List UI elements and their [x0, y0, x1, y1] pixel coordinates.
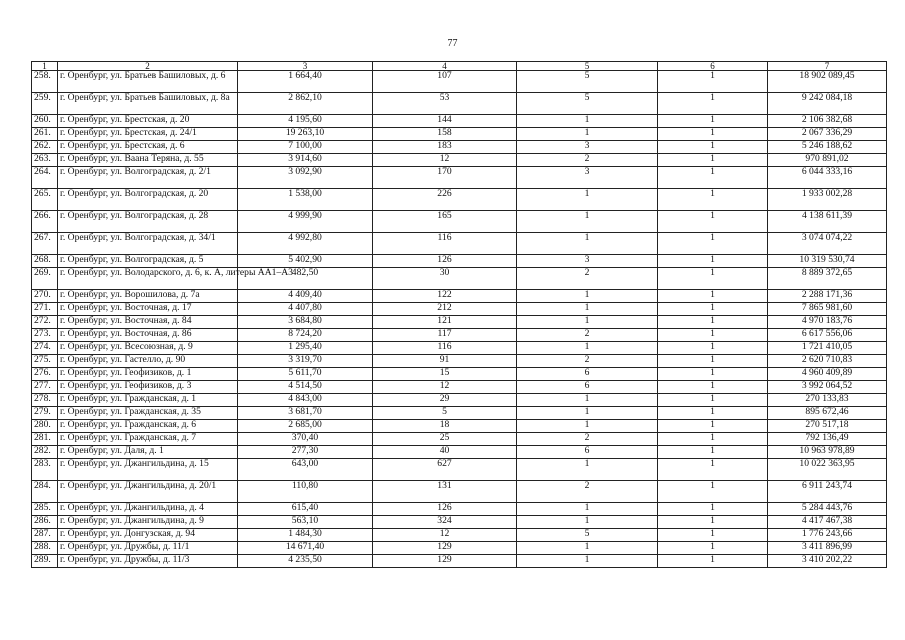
count-cell: 12 — [373, 529, 517, 542]
amount-cell: 4 970 183,76 — [768, 316, 887, 329]
address-cell: г. Оренбург, ул. Даля, д. 1 — [58, 446, 238, 459]
area-cell: 2 862,10 — [238, 93, 373, 115]
type-cell: 1 — [517, 503, 658, 516]
row-number: 262. — [32, 141, 58, 154]
column-header: 2 — [58, 62, 238, 71]
flag-cell: 1 — [658, 290, 768, 303]
amount-cell: 6 911 243,74 — [768, 481, 887, 503]
area-cell: 1 484,30 — [238, 529, 373, 542]
count-cell: 15 — [373, 368, 517, 381]
row-number: 281. — [32, 433, 58, 446]
count-cell: 226 — [373, 189, 517, 211]
type-cell: 5 — [517, 71, 658, 93]
flag-cell: 1 — [658, 459, 768, 481]
flag-cell: 1 — [658, 381, 768, 394]
count-cell: 18 — [373, 420, 517, 433]
row-number: 279. — [32, 407, 58, 420]
table-row — [32, 167, 887, 189]
column-header: 4 — [373, 62, 517, 71]
table-row — [32, 268, 887, 290]
amount-cell: 2 288 171,36 — [768, 290, 887, 303]
row-number: 261. — [32, 128, 58, 141]
type-cell: 2 — [517, 154, 658, 167]
count-cell: 25 — [373, 433, 517, 446]
area-cell: 370,40 — [238, 433, 373, 446]
table-row — [32, 71, 887, 93]
address-cell: г. Оренбург, ул. Гастелло, д. 90 — [58, 355, 238, 368]
type-cell: 1 — [517, 128, 658, 141]
table-row — [32, 189, 887, 211]
area-cell: 110,80 — [238, 481, 373, 503]
area-cell: 5 402,90 — [238, 255, 373, 268]
flag-cell: 1 — [658, 189, 768, 211]
column-header: 6 — [658, 62, 768, 71]
flag-cell: 1 — [658, 154, 768, 167]
area-cell: 1 664,40 — [238, 71, 373, 93]
row-number: 285. — [32, 503, 58, 516]
flag-cell: 1 — [658, 329, 768, 342]
address-cell: г. Оренбург, ул. Волгоградская, д. 2/1 — [58, 167, 238, 189]
count-cell: 144 — [373, 115, 517, 128]
count-cell: 30 — [373, 268, 517, 290]
area-cell: 2 685,00 — [238, 420, 373, 433]
type-cell: 1 — [517, 459, 658, 481]
count-cell: 627 — [373, 459, 517, 481]
flag-cell: 1 — [658, 303, 768, 316]
area-cell: 4 992,80 — [238, 233, 373, 255]
housing-table — [31, 61, 887, 568]
flag-cell: 1 — [658, 516, 768, 529]
address-cell: г. Оренбург, ул. Братьев Башиловых, д. 8а — [58, 93, 238, 115]
address-cell: г. Оренбург, ул. Брестская, д. 24/1 — [58, 128, 238, 141]
table-row — [32, 446, 887, 459]
type-cell: 1 — [517, 316, 658, 329]
type-cell: 2 — [517, 433, 658, 446]
flag-cell: 1 — [658, 141, 768, 154]
amount-cell: 895 672,46 — [768, 407, 887, 420]
row-number: 265. — [32, 189, 58, 211]
flag-cell: 1 — [658, 542, 768, 555]
column-header: 3 — [238, 62, 373, 71]
type-cell: 2 — [517, 481, 658, 503]
address-cell: г. Оренбург, ул. Джангильдина, д. 4 — [58, 503, 238, 516]
address-cell: г. Оренбург, ул. Ваана Теряна, д. 55 — [58, 154, 238, 167]
table-row — [32, 255, 887, 268]
table-row — [32, 355, 887, 368]
table-row — [32, 303, 887, 316]
flag-cell: 1 — [658, 342, 768, 355]
area-cell: 482,50 — [238, 268, 373, 290]
amount-cell: 4 138 611,39 — [768, 211, 887, 233]
count-cell: 116 — [373, 233, 517, 255]
type-cell: 5 — [517, 93, 658, 115]
count-cell: 126 — [373, 503, 517, 516]
flag-cell: 1 — [658, 93, 768, 115]
amount-cell: 10 963 978,89 — [768, 446, 887, 459]
flag-cell: 1 — [658, 503, 768, 516]
row-number: 270. — [32, 290, 58, 303]
flag-cell: 1 — [658, 368, 768, 381]
type-cell: 2 — [517, 268, 658, 290]
address-cell: г. Оренбург, ул. Гражданская, д. 6 — [58, 420, 238, 433]
area-cell: 277,30 — [238, 446, 373, 459]
amount-cell: 4 960 409,89 — [768, 368, 887, 381]
address-cell: г. Оренбург, ул. Володарского, д. 6, к. А, литеры АА1–А3 — [58, 268, 238, 290]
type-cell: 2 — [517, 355, 658, 368]
area-cell: 3 684,80 — [238, 316, 373, 329]
count-cell: 40 — [373, 446, 517, 459]
count-cell: 12 — [373, 381, 517, 394]
area-cell: 4 409,40 — [238, 290, 373, 303]
table-row — [32, 516, 887, 529]
area-cell: 3 914,60 — [238, 154, 373, 167]
row-number: 289. — [32, 555, 58, 568]
column-header: 1 — [32, 62, 58, 71]
column-header: 5 — [517, 62, 658, 71]
area-cell: 4 514,50 — [238, 381, 373, 394]
area-cell: 563,10 — [238, 516, 373, 529]
amount-cell: 3 411 896,99 — [768, 542, 887, 555]
address-cell: г. Оренбург, ул. Восточная, д. 84 — [58, 316, 238, 329]
flag-cell: 1 — [658, 355, 768, 368]
area-cell: 4 407,80 — [238, 303, 373, 316]
table-row — [32, 329, 887, 342]
table-row — [32, 211, 887, 233]
address-cell: г. Оренбург, ул. Джангильдина, д. 9 — [58, 516, 238, 529]
table-row — [32, 128, 887, 141]
count-cell: 29 — [373, 394, 517, 407]
amount-cell: 8 889 372,65 — [768, 268, 887, 290]
count-cell: 5 — [373, 407, 517, 420]
table-row — [32, 368, 887, 381]
count-cell: 165 — [373, 211, 517, 233]
table-row — [32, 141, 887, 154]
type-cell: 1 — [517, 303, 658, 316]
type-cell: 1 — [517, 516, 658, 529]
row-number: 275. — [32, 355, 58, 368]
area-cell: 3 319,70 — [238, 355, 373, 368]
type-cell: 1 — [517, 233, 658, 255]
flag-cell: 1 — [658, 433, 768, 446]
row-number: 266. — [32, 211, 58, 233]
area-cell: 5 611,70 — [238, 368, 373, 381]
amount-cell: 1 721 410,05 — [768, 342, 887, 355]
type-cell: 1 — [517, 290, 658, 303]
row-number: 277. — [32, 381, 58, 394]
address-cell: г. Оренбург, ул. Дружбы, д. 11/1 — [58, 542, 238, 555]
area-cell: 8 724,20 — [238, 329, 373, 342]
area-cell: 3 681,70 — [238, 407, 373, 420]
amount-cell: 2 067 336,29 — [768, 128, 887, 141]
flag-cell: 1 — [658, 167, 768, 189]
amount-cell: 1 776 243,66 — [768, 529, 887, 542]
count-cell: 116 — [373, 342, 517, 355]
flag-cell: 1 — [658, 394, 768, 407]
count-cell: 107 — [373, 71, 517, 93]
count-cell: 158 — [373, 128, 517, 141]
type-cell: 1 — [517, 555, 658, 568]
type-cell: 1 — [517, 211, 658, 233]
count-cell: 122 — [373, 290, 517, 303]
row-number: 272. — [32, 316, 58, 329]
count-cell: 126 — [373, 255, 517, 268]
address-cell: г. Оренбург, ул. Всесоюзная, д. 9 — [58, 342, 238, 355]
type-cell: 1 — [517, 189, 658, 211]
address-cell: г. Оренбург, ул. Волгоградская, д. 20 — [58, 189, 238, 211]
address-cell: г. Оренбург, ул. Восточная, д. 17 — [58, 303, 238, 316]
table-row — [32, 381, 887, 394]
table-row — [32, 529, 887, 542]
type-cell: 1 — [517, 342, 658, 355]
address-cell: г. Оренбург, ул. Ворошилова, д. 7а — [58, 290, 238, 303]
area-cell: 3 092,90 — [238, 167, 373, 189]
row-number: 271. — [32, 303, 58, 316]
address-cell: г. Оренбург, ул. Братьев Башиловых, д. 6 — [58, 71, 238, 93]
address-cell: г. Оренбург, ул. Волгоградская, д. 5 — [58, 255, 238, 268]
area-cell: 4 843,00 — [238, 394, 373, 407]
column-header: 7 — [768, 62, 887, 71]
address-cell: г. Оренбург, ул. Гражданская, д. 7 — [58, 433, 238, 446]
type-cell: 5 — [517, 529, 658, 542]
count-cell: 324 — [373, 516, 517, 529]
count-cell: 170 — [373, 167, 517, 189]
table-row — [32, 342, 887, 355]
row-number: 258. — [32, 71, 58, 93]
address-cell: г. Оренбург, ул. Гражданская, д. 1 — [58, 394, 238, 407]
amount-cell: 270 133,83 — [768, 394, 887, 407]
area-cell: 4 235,50 — [238, 555, 373, 568]
row-number: 278. — [32, 394, 58, 407]
count-cell: 131 — [373, 481, 517, 503]
count-cell: 212 — [373, 303, 517, 316]
area-cell: 1 538,00 — [238, 189, 373, 211]
amount-cell: 6 617 556,06 — [768, 329, 887, 342]
row-number: 259. — [32, 93, 58, 115]
flag-cell: 1 — [658, 255, 768, 268]
address-cell: г. Оренбург, ул. Геофизиков, д. 3 — [58, 381, 238, 394]
address-cell: г. Оренбург, ул. Геофизиков, д. 1 — [58, 368, 238, 381]
amount-cell: 9 242 084,18 — [768, 93, 887, 115]
row-number: 273. — [32, 329, 58, 342]
type-cell: 2 — [517, 329, 658, 342]
flag-cell: 1 — [658, 128, 768, 141]
row-number: 287. — [32, 529, 58, 542]
amount-cell: 792 136,49 — [768, 433, 887, 446]
amount-cell: 3 410 202,22 — [768, 555, 887, 568]
flag-cell: 1 — [658, 71, 768, 93]
area-cell: 7 100,00 — [238, 141, 373, 154]
type-cell: 1 — [517, 394, 658, 407]
address-cell: г. Оренбург, ул. Дружбы, д. 11/3 — [58, 555, 238, 568]
count-cell: 183 — [373, 141, 517, 154]
page-number: 77 — [447, 38, 458, 49]
amount-cell: 7 865 981,60 — [768, 303, 887, 316]
row-number: 264. — [32, 167, 58, 189]
flag-cell: 1 — [658, 316, 768, 329]
table-row — [32, 459, 887, 481]
address-cell: г. Оренбург, ул. Джангильдина, д. 20/1 — [58, 481, 238, 503]
amount-cell: 270 517,18 — [768, 420, 887, 433]
amount-cell: 5 246 188,62 — [768, 141, 887, 154]
table-row — [32, 542, 887, 555]
flag-cell: 1 — [658, 115, 768, 128]
table-row — [32, 394, 887, 407]
address-cell: г. Оренбург, ул. Восточная, д. 86 — [58, 329, 238, 342]
type-cell: 3 — [517, 167, 658, 189]
flag-cell: 1 — [658, 268, 768, 290]
amount-cell: 10 319 530,74 — [768, 255, 887, 268]
row-number: 283. — [32, 459, 58, 481]
flag-cell: 1 — [658, 529, 768, 542]
count-cell: 129 — [373, 555, 517, 568]
address-cell: г. Оренбург, ул. Джангильдина, д. 15 — [58, 459, 238, 481]
type-cell: 1 — [517, 407, 658, 420]
count-cell: 129 — [373, 542, 517, 555]
row-number: 286. — [32, 516, 58, 529]
table-row — [32, 233, 887, 255]
type-cell: 3 — [517, 141, 658, 154]
row-number: 267. — [32, 233, 58, 255]
type-cell: 6 — [517, 446, 658, 459]
amount-cell: 3 992 064,52 — [768, 381, 887, 394]
count-cell: 121 — [373, 316, 517, 329]
amount-cell: 970 891,02 — [768, 154, 887, 167]
area-cell: 643,00 — [238, 459, 373, 481]
row-number: 284. — [32, 481, 58, 503]
row-number: 280. — [32, 420, 58, 433]
table-row — [32, 481, 887, 503]
flag-cell: 1 — [658, 407, 768, 420]
amount-cell: 5 284 443,76 — [768, 503, 887, 516]
address-cell: г. Оренбург, ул. Брестская, д. 20 — [58, 115, 238, 128]
table-row — [32, 503, 887, 516]
amount-cell: 1 933 002,28 — [768, 189, 887, 211]
amount-cell: 18 902 089,45 — [768, 71, 887, 93]
address-cell: г. Оренбург, ул. Волгоградская, д. 34/1 — [58, 233, 238, 255]
table-row — [32, 407, 887, 420]
area-cell: 19 263,10 — [238, 128, 373, 141]
flag-cell: 1 — [658, 555, 768, 568]
count-cell: 12 — [373, 154, 517, 167]
flag-cell: 1 — [658, 420, 768, 433]
table-row — [32, 555, 887, 568]
row-number: 274. — [32, 342, 58, 355]
type-cell: 1 — [517, 115, 658, 128]
area-cell: 615,40 — [238, 503, 373, 516]
area-cell: 4 195,60 — [238, 115, 373, 128]
area-cell: 1 295,40 — [238, 342, 373, 355]
address-cell: г. Оренбург, ул. Донгузская, д. 94 — [58, 529, 238, 542]
area-cell: 14 671,40 — [238, 542, 373, 555]
table-row — [32, 115, 887, 128]
table-row — [32, 433, 887, 446]
count-cell: 117 — [373, 329, 517, 342]
row-number: 276. — [32, 368, 58, 381]
type-cell: 3 — [517, 255, 658, 268]
address-cell: г. Оренбург, ул. Брестская, д. 6 — [58, 141, 238, 154]
row-number: 268. — [32, 255, 58, 268]
amount-cell: 10 022 363,95 — [768, 459, 887, 481]
row-number: 269. — [32, 268, 58, 290]
table-row — [32, 420, 887, 433]
row-number: 288. — [32, 542, 58, 555]
amount-cell: 2 106 382,68 — [768, 115, 887, 128]
amount-cell: 6 044 333,16 — [768, 167, 887, 189]
count-cell: 53 — [373, 93, 517, 115]
amount-cell: 2 620 710,83 — [768, 355, 887, 368]
flag-cell: 1 — [658, 446, 768, 459]
type-cell: 1 — [517, 542, 658, 555]
amount-cell: 3 074 074,22 — [768, 233, 887, 255]
flag-cell: 1 — [658, 211, 768, 233]
table-row — [32, 154, 887, 167]
row-number: 263. — [32, 154, 58, 167]
amount-cell: 4 417 467,38 — [768, 516, 887, 529]
flag-cell: 1 — [658, 233, 768, 255]
address-cell: г. Оренбург, ул. Волгоградская, д. 28 — [58, 211, 238, 233]
table-row — [32, 290, 887, 303]
table-row — [32, 93, 887, 115]
type-cell: 6 — [517, 381, 658, 394]
count-cell: 91 — [373, 355, 517, 368]
type-cell: 1 — [517, 420, 658, 433]
area-cell: 4 999,90 — [238, 211, 373, 233]
type-cell: 6 — [517, 368, 658, 381]
address-cell: г. Оренбург, ул. Гражданская, д. 35 — [58, 407, 238, 420]
row-number: 282. — [32, 446, 58, 459]
table-row — [32, 316, 887, 329]
flag-cell: 1 — [658, 481, 768, 503]
row-number: 260. — [32, 115, 58, 128]
